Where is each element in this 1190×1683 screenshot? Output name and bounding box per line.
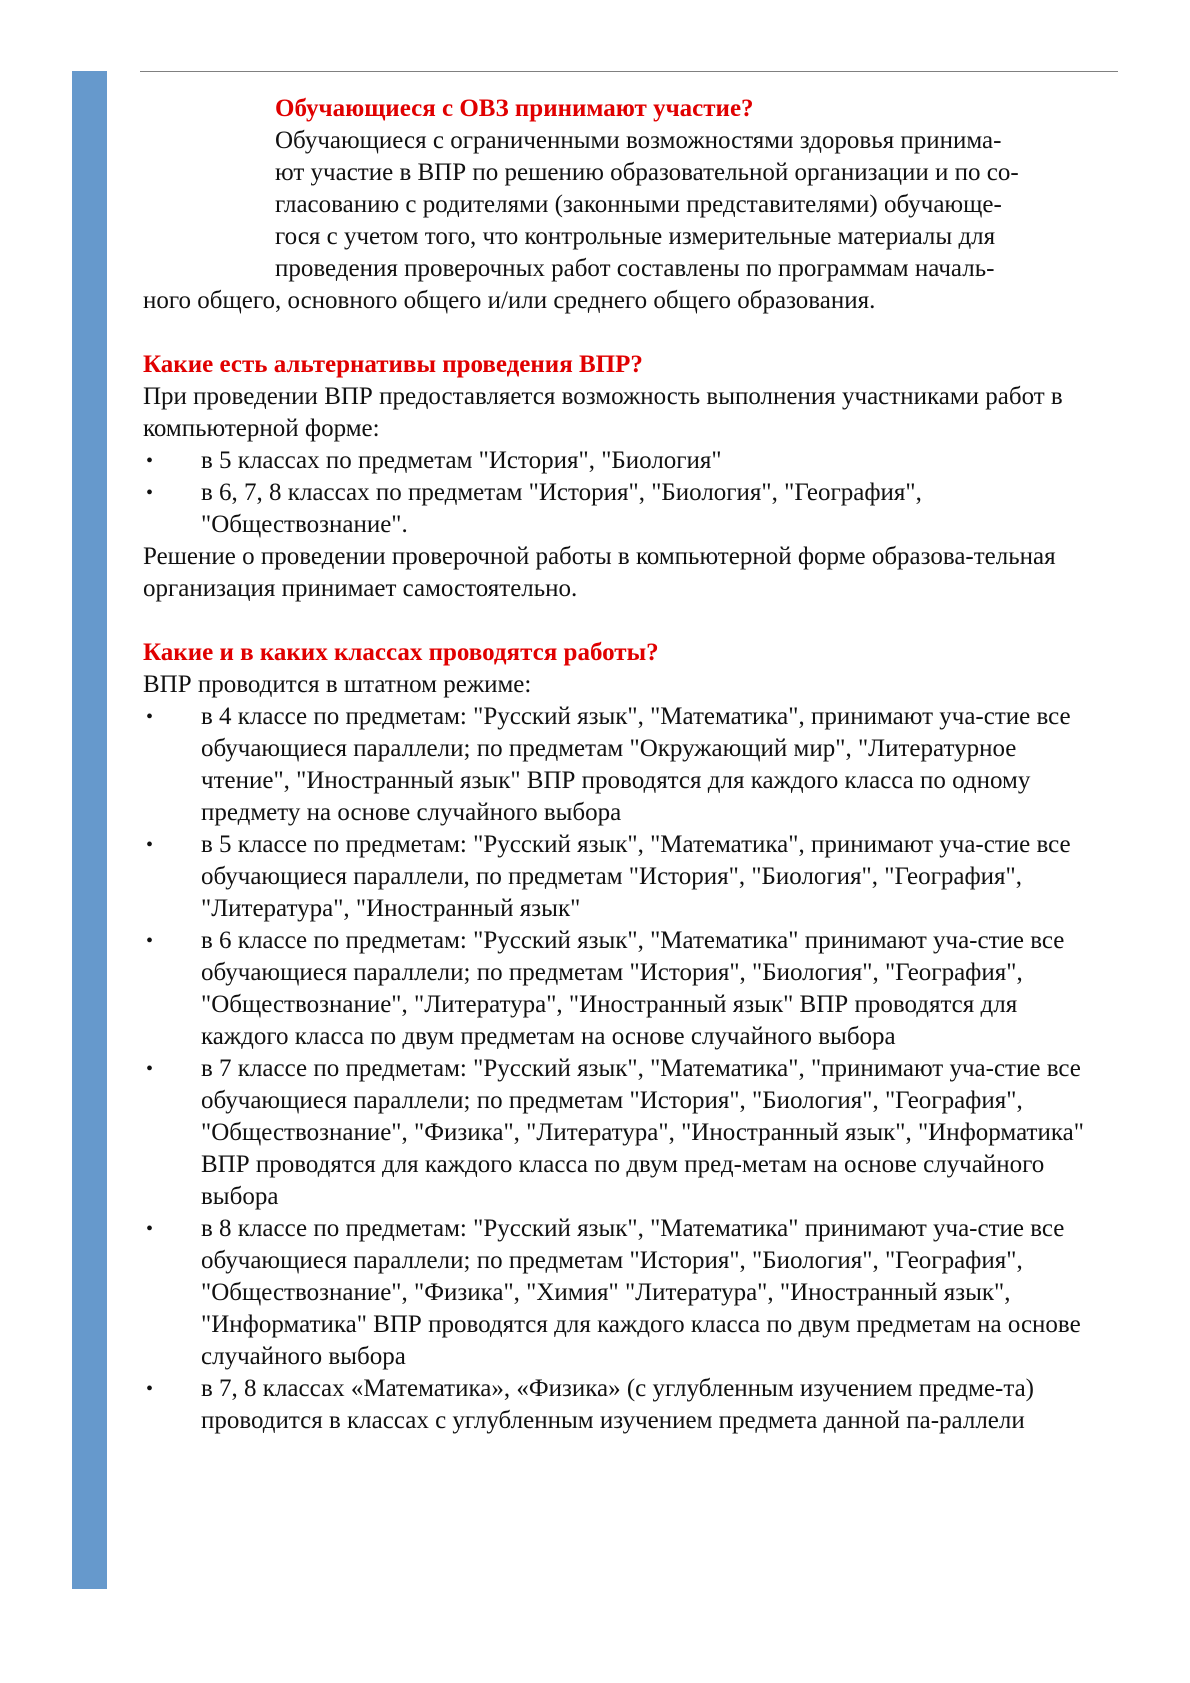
list-item: • в 8 классе по предметам: "Русский язык", "Математика" принимают уча-стие все обучающиеся параллели; по предметам "История", "Биология", "География", "Обществознание", "Физика", "Химия" "Литература", "Иностранный язык", "Информатика" ВПР проводятся для каждого класса по двум предметам на основе случайного выбора: [146, 1215, 1081, 1370]
section-heading: Какие и в каких классах проводятся работы?: [143, 639, 659, 666]
page-content: [143, 93, 1108, 1437]
bullet-icon: •: [146, 930, 154, 952]
list-item: • в 4 классе по предметам: "Русский язык", "Математика", принимают уча-стие все обучающиеся параллели; по предметам "Окружающий мир", "Литературное чтение", "Иностранный язык" ВПР проводятся для каждого класса по одному предмету на основе случайного выбора: [146, 703, 1071, 826]
list-item: • в 7 классе по предметам: "Русский язык", "Математика", "принимают уча-стие все обучающиеся параллели; по предметам "История", "Биология", "География", "Обществознание", "Физика", "Литература", "Иностранный язык", "Информатика" ВПР проводятся для каждого класса по двум пред-метам на основе случайного выбора: [146, 1055, 1084, 1210]
paragraph-line: проведения проверочных работ составлены по программам началь-: [275, 255, 995, 282]
paragraph-line: ного общего, основного общего и/или среднего общего образования.: [143, 287, 876, 314]
bullet-icon: •: [146, 450, 154, 472]
section-outro: Решение о проведении проверочной работы в компьютерной форме образова-тельная организация принимает самостоятельно.: [143, 543, 1056, 602]
paragraph-line: Обучающиеся с ограниченными возможностями здоровья принима-: [275, 127, 1002, 154]
section-ovz: [143, 93, 1108, 317]
bullet-icon: •: [146, 1218, 154, 1240]
bullet-icon: •: [146, 1378, 154, 1400]
section-alternatives: [143, 349, 1108, 605]
bullet-list: [143, 445, 1108, 541]
section-intro: При проведении ВПР предоставляется возможность выполнения участниками работ в компьютерной форме:: [143, 383, 1063, 442]
paragraph-line: ют участие в ВПР по решению образовательной организации и по со-: [275, 159, 1019, 186]
paragraph-line: гласованию с родителями (законными представителями) обучающе-: [275, 191, 1002, 218]
bullet-list: [143, 701, 1108, 1437]
section-intro: ВПР проводится в штатном режиме:: [143, 671, 532, 698]
bullet-icon: •: [146, 834, 154, 856]
bullet-icon: •: [146, 1058, 154, 1080]
bullet-icon: •: [146, 706, 154, 728]
accent-side-bar: [72, 71, 107, 1589]
list-item: • в 5 классах по предметам "История", "Биология": [143, 445, 1108, 477]
list-item: • в 6, 7, 8 классах по предметам "История", "Биология", "География", "Обществознание".: [146, 479, 922, 538]
bullet-icon: •: [146, 482, 154, 504]
paragraph-line: гося с учетом того, что контрольные измерительные материалы для: [275, 223, 996, 250]
list-item: • в 5 классе по предметам: "Русский язык", "Математика", принимают уча-стие все обучающиеся параллели, по предметам "История", "Биология", "География", "Литература", "Иностранный язык": [146, 831, 1071, 922]
list-item: • в 6 классе по предметам: "Русский язык", "Математика" принимают уча-стие все обучающиеся параллели; по предметам "История", "Биология", "География", "Обществознание", "Литература", "Иностранный язык" ВПР проводятся для каждого класса по двум предметам на основе случайного выбора: [146, 927, 1065, 1050]
section-heading: Какие есть альтернативы проведения ВПР?: [143, 351, 643, 378]
section-classes: [143, 637, 1108, 1437]
section-heading: Обучающиеся с ОВЗ принимают участие?: [275, 95, 754, 122]
list-item: • в 7, 8 классах «Математика», «Физика» (с углубленным изучением предме-та) проводится в классах с углубленным изучением предмета данной па-раллели: [146, 1375, 1035, 1434]
header-rule: [140, 71, 1118, 72]
